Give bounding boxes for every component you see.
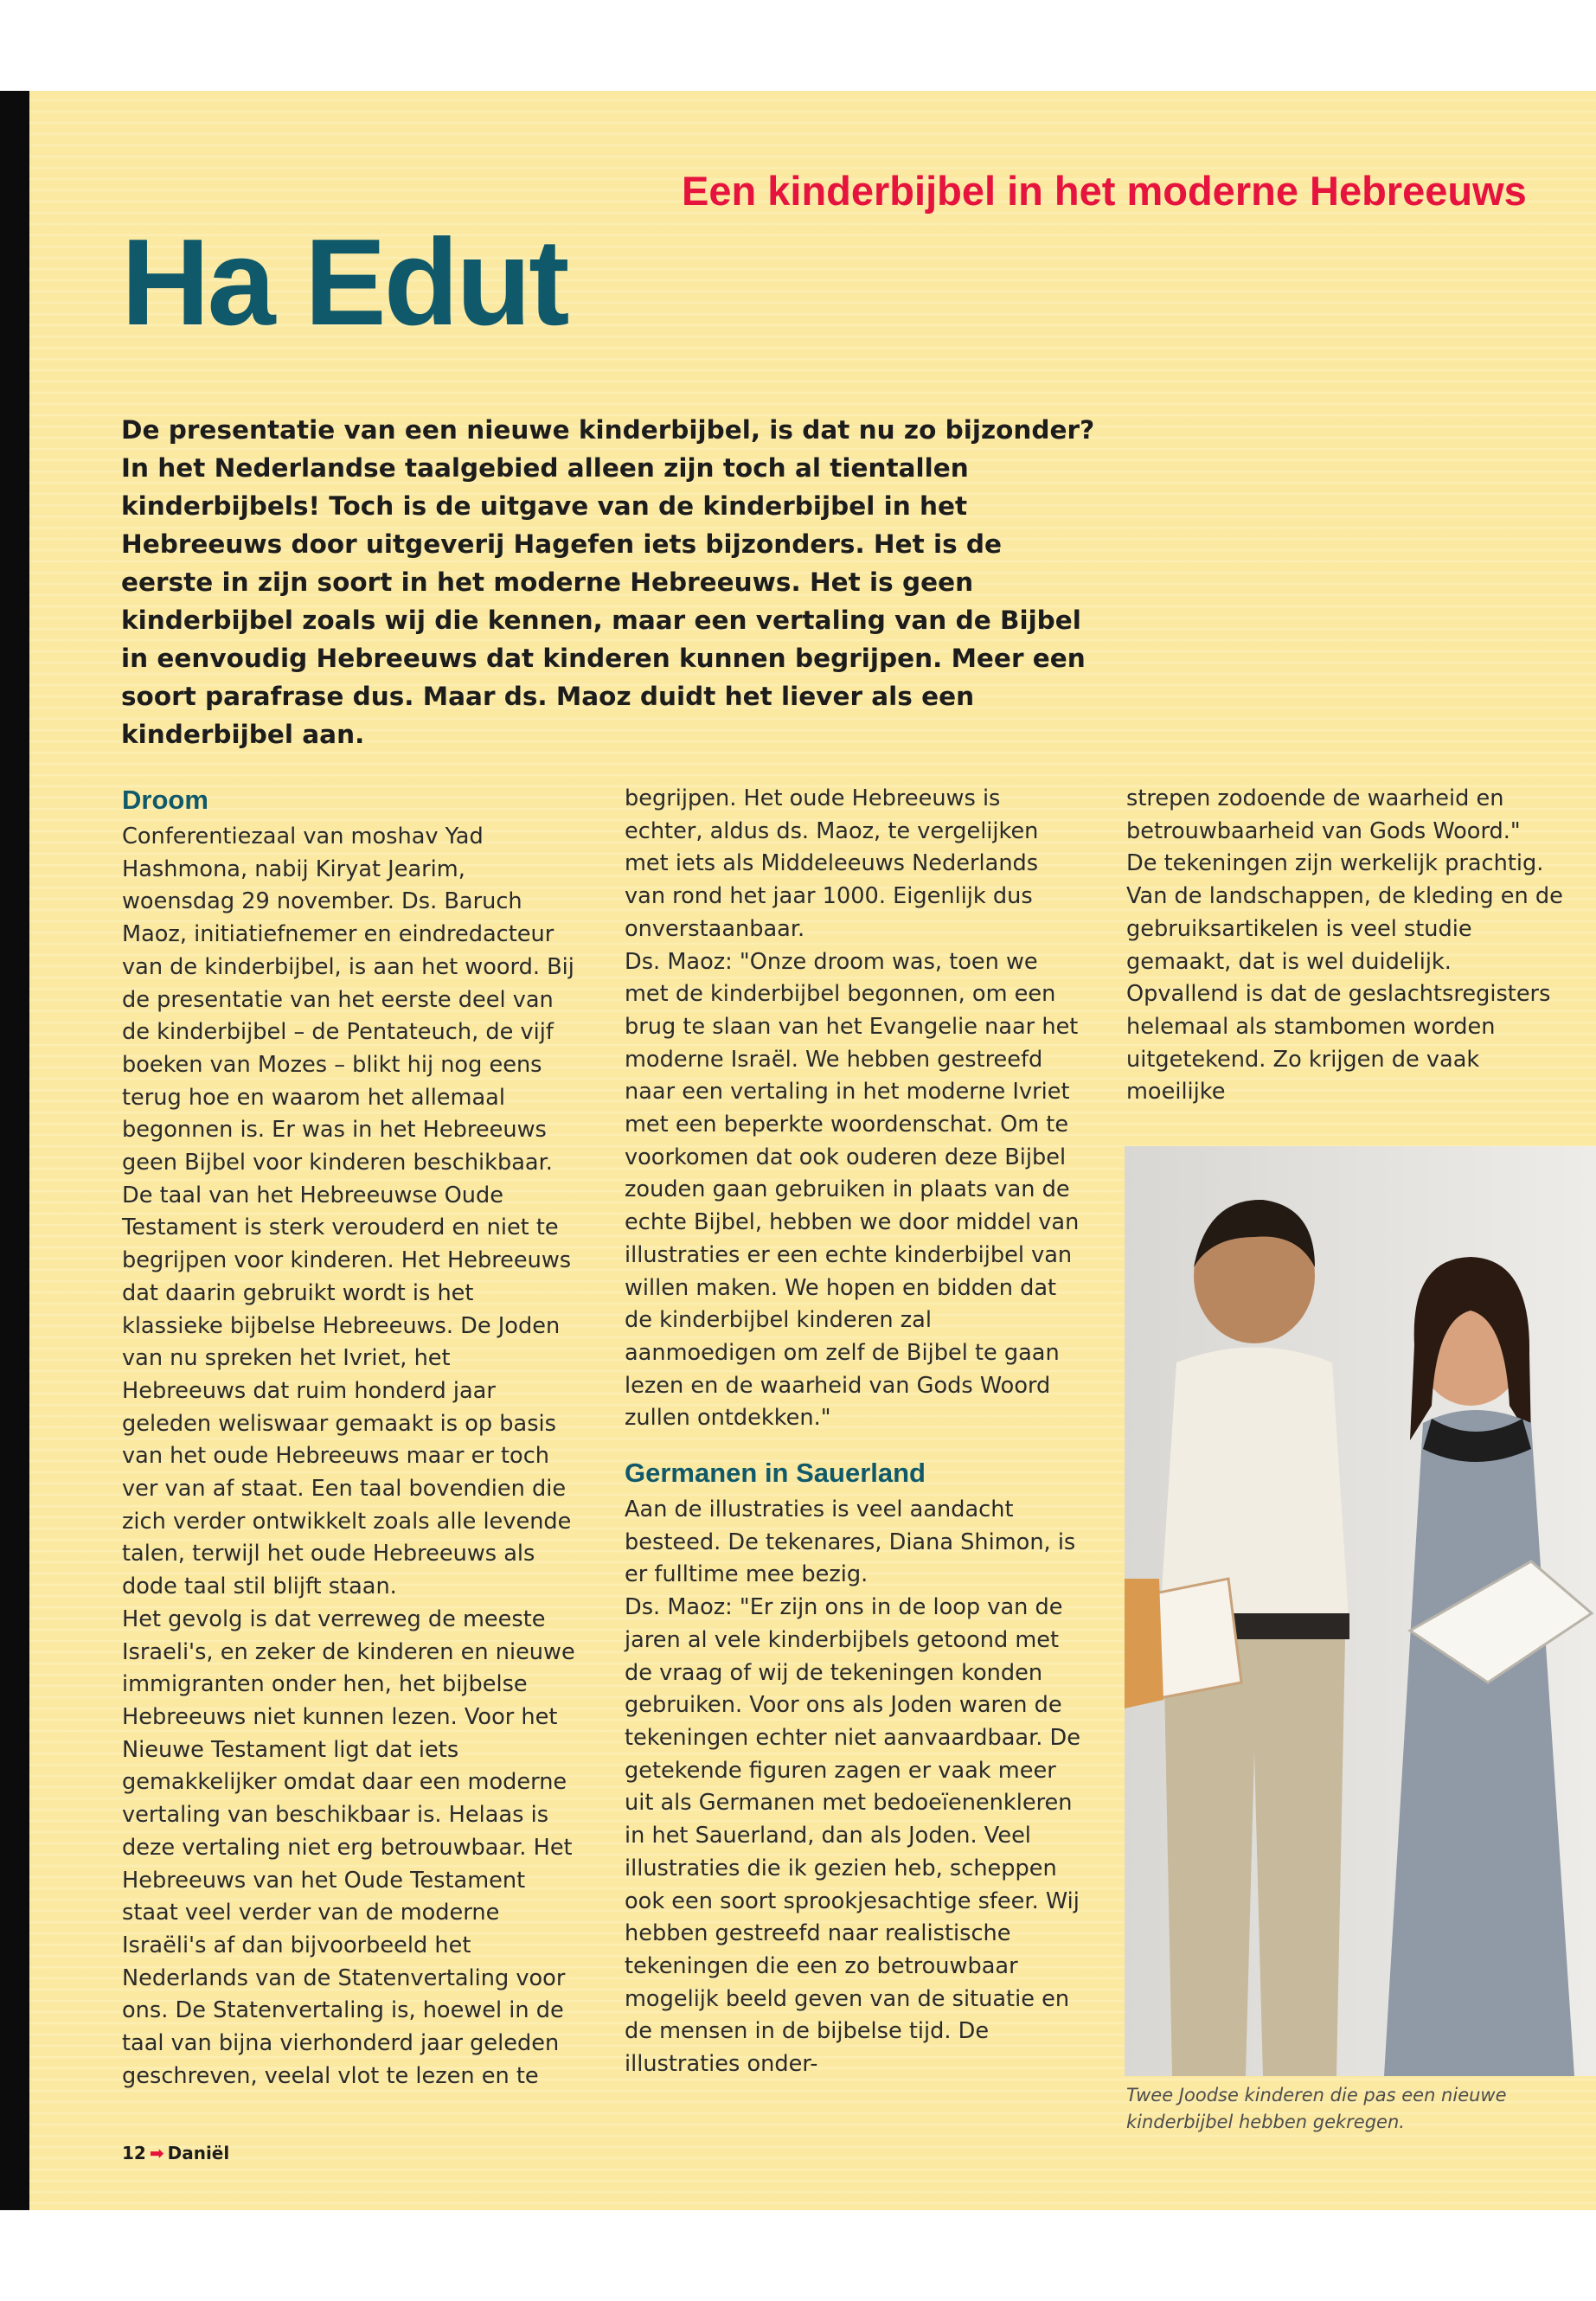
paragraph: strepen zodoende de waarheid en betrouwbaarheid van Gods Woord."	[1126, 785, 1521, 844]
magazine-name: Daniël	[167, 2143, 230, 2163]
article-kicker: Een kinderbijbel in het moderne Hebreeuws	[682, 168, 1527, 214]
column-3	[1126, 783, 1580, 1109]
column-1	[122, 783, 580, 2093]
section-heading-droom: Droom	[122, 785, 208, 815]
paragraph: Ds. Maoz: "Onze droom was, toen we met de kinderbijbel begonnen, om een brug te slaan van het Evangelie naar het moderne Israël. We hebben gestreefd naar een vertaling in het moderne Ivriet met een beperkte woordenschat. Om te voorkomen dat ook ouderen deze Bijbel zouden gaan gebruiken in plaats van de echte Bijbel, hebben we door middel van illustraties er een echte kinderbijbel van willen maken. We hopen en bidden dat de kinderbijbel kinderen zal aanmoedigen om zelf de Bijbel te gaan lezen en de waarheid van Gods Woord zullen ontdekken."	[625, 948, 1080, 1432]
page-number: 12	[122, 2143, 146, 2163]
article-title: Ha Edut	[121, 214, 567, 351]
section-heading-germanen: Germanen in Sauerland	[625, 1458, 926, 1489]
arrow-icon: ➡	[149, 2143, 164, 2163]
column-2	[625, 783, 1083, 2081]
paragraph: De tekeningen zijn werkelijk prachtig. Van de landschappen, de kleding en de gebruiksartikelen is veel studie gemaakt, dat is wel duidelijk.	[1126, 850, 1563, 975]
photo-caption: Twee Joodse kinderen die pas een nieuwe kinderbijbel hebben gekregen.	[1126, 2085, 1507, 2132]
children-reading-photo	[1125, 1146, 1596, 2076]
paragraph: Het gevolg is dat verreweg de meeste Israeli's, en zeker de kinderen en nieuwe immigranten onder hen, het bijbelse Hebreeuws niet kunnen lezen. Voor het Nieuwe Testament ligt dat iets gemakkelijker omdat daar een moderne vertaling van beschikbaar is. Helaas is deze vertaling niet erg betrouwbaar. Het Hebreeuws van het Oude Testament staat veel verder van de moderne Israëli's af dan bijvoorbeeld het Nederlands van de Statenvertaling voor ons. De Statenvertaling is, hoewel in de taal van bijna vierhonderd jaar geleden geschreven, veelal vlot te lezen en te	[122, 1606, 575, 2089]
paragraph: Opvallend is dat de geslachtsregisters helemaal als stambomen worden uitgetekend. Zo krijgen de vaak moeilijke	[1126, 981, 1551, 1106]
paragraph: Conferentiezaal van moshav Yad Hashmona, nabij Kiryat Jearim, woensdag 29 november. Ds. Baruch Maoz, initiatiefnemer en eindredacteur van de kinderbijbel, is aan het woord. Bij de presentatie van het eerste deel van de kinderbijbel – de Pentateuch, de vijf boeken van Mozes – blikt hij nog eens terug hoe en waarom het allemaal begonnen is. Er was in het Hebreeuws geen Bijbel voor kinderen beschikbaar. De taal van het Hebreeuwse Oude Testament is sterk verouderd en niet te begrijpen voor kinderen. Het Hebreeuws dat daarin gebruikt wordt is het klassieke bijbelse Hebreeuws. De Joden van nu spreken het Ivriet, het Hebreeuws dat ruim honderd jaar geleden weliswaar gemaakt is op basis van het oude Hebreeuws maar er toch ver van af staat. Een taal bovendien die zich verder ontwikkelt zoals alle levende talen, terwijl het oude Hebreeuws als dode taal stil blijft staan.	[122, 824, 574, 1600]
article-intro: De presentatie van een nieuwe kinderbijbel, is dat nu zo bijzonder? In het Nederlandse taalgebied alleen zijn toch al tientallen kinderbijbels! Toch is de uitgave van de kinderbijbel in het Hebreeuws door uitgeverij Hagefen iets bijzonders. Het is de eerste in zijn soort in het moderne Hebreeuws. Het is geen kinderbijbel zoals wij die kennen, maar een vertaling van de Bijbel in eenvoudig Hebreeuws dat kinderen kunnen begrijpen. Meer een soort parafrase dus. Maar ds. Maoz duidt het liever als een kinderbijbel aan.	[121, 415, 1095, 749]
paragraph: begrijpen. Het oude Hebreeuws is echter, aldus ds. Maoz, te vergelijken met iets als Middeleeuws Nederlands van rond het jaar 1000. Eigenlijk dus onverstaanbaar.	[625, 785, 1039, 942]
magazine-page	[0, 91, 1596, 2210]
paragraph: Ds. Maoz: "Er zijn ons in de loop van de jaren al vele kinderbijbels getoond met de vraag of wij de tekeningen konden gebruiken. Voor ons als Joden waren de tekeningen echter niet aanvaardbaar. De getekende figuren zagen er vaak meer uit als Germanen met bedoeïenenkleren in het Sauerland, dan als Joden. Veel illustraties die ik gezien heb, scheppen ook een soort sprookjesachtige sfeer. Wij hebben gestreefd naar realistische tekeningen die een zo betrouwbaar mogelijk beeld geven van de situatie en de mensen in de bijbelse tijd. De illustraties onder-	[625, 1594, 1080, 2078]
paragraph: Aan de illustraties is veel aandacht besteed. De tekenares, Diana Shimon, is er fulltime mee bezig.	[625, 1497, 1076, 1588]
binding-edge	[0, 91, 29, 2210]
page-footer	[122, 2143, 229, 2163]
